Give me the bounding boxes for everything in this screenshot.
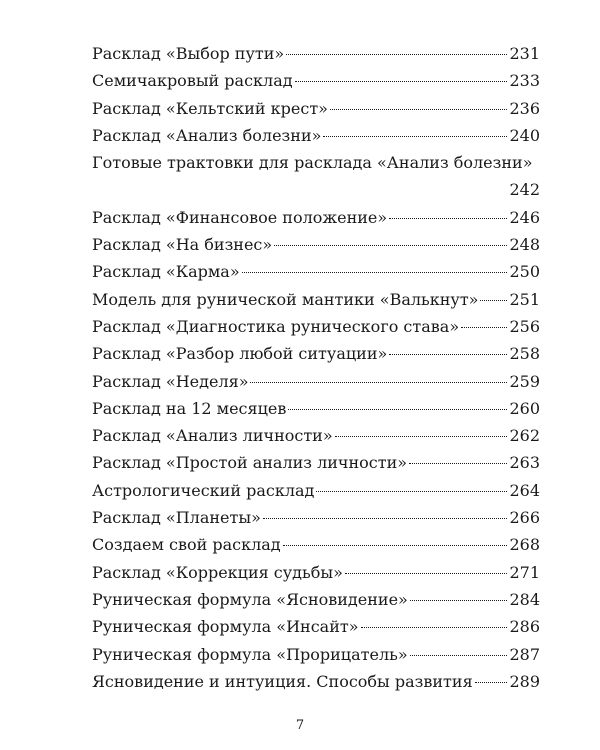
toc-entry-page: 258 [509, 344, 540, 364]
toc-dot-leader [330, 109, 507, 110]
toc-dot-leader [286, 54, 507, 55]
toc-entry-title: Расклад «Планеты» [92, 508, 261, 528]
toc-entry-page: 233 [509, 71, 540, 91]
toc-entry-20 [92, 613, 540, 640]
toc-entry-title: Расклад «Простой анализ личности» [92, 453, 408, 473]
toc-entry-title: Модель для рунической мантики «Валькнут» [92, 289, 479, 309]
toc-dot-leader [361, 627, 508, 628]
toc-entry-title: Расклад на 12 месяцев [92, 398, 287, 418]
toc-entry-7 [92, 258, 540, 285]
toc-dot-leader [461, 327, 507, 328]
toc-entry-0 [92, 40, 540, 67]
page-number: 7 [295, 718, 305, 733]
toc-entry-page: 250 [509, 262, 540, 282]
toc-entry-page: 286 [509, 617, 540, 637]
toc-entry-page: 236 [509, 98, 540, 118]
toc-entry-title: Расклад «Финансовое положение» [92, 207, 388, 227]
toc-entry-12 [92, 395, 540, 422]
toc-dot-leader [475, 682, 508, 683]
toc-dot-leader [410, 600, 508, 601]
toc-entry-21 [92, 641, 540, 668]
toc-dot-leader [295, 81, 508, 82]
toc-entry-6 [92, 231, 540, 258]
toc-entry-title: Руническая формула «Ясновидение» [92, 589, 408, 609]
toc-entry-page: 246 [509, 207, 540, 227]
toc-entry-title: Семичакровый расклад [92, 71, 293, 91]
toc-dot-leader [389, 218, 507, 219]
toc-entry-title: Расклад «Диагностика рунического става» [92, 316, 460, 336]
toc-entry-title: Расклад «Неделя» [92, 371, 249, 391]
toc-entry-page: 271 [509, 562, 540, 582]
toc-entry-title: Готовые трактовки для расклада «Анализ болезни» [92, 153, 533, 173]
toc-entry-title: Расклад «На бизнес» [92, 235, 273, 255]
toc-entry-title: Астрологический расклад [92, 480, 315, 500]
toc-dot-leader [283, 545, 508, 546]
toc-dot-leader [263, 518, 508, 519]
toc-dot-leader [250, 382, 507, 383]
toc-entry-page: 240 [509, 125, 540, 145]
toc-entry-11 [92, 368, 540, 395]
toc-entry-22 [92, 668, 540, 695]
toc-entry-title: Расклад «Коррекция судьбы» [92, 562, 343, 582]
toc-entry-page: 268 [509, 535, 540, 555]
toc-entry-10 [92, 340, 540, 367]
toc-entry-19 [92, 586, 540, 613]
toc-entry-title: Расклад «Кельтский крест» [92, 98, 328, 118]
toc-entry-8 [92, 286, 540, 313]
toc-dot-leader [345, 573, 508, 574]
toc-entry-page: 289 [509, 671, 540, 691]
toc-entry-page: 263 [509, 453, 540, 473]
toc-dot-leader [274, 245, 507, 246]
toc-entry-page: 264 [509, 480, 540, 500]
toc-entry-title: Расклад «Анализ личности» [92, 426, 333, 446]
toc-entry-13 [92, 422, 540, 449]
toc-entry-title: Руническая формула «Инсайт» [92, 617, 359, 637]
toc-entry-page: 284 [509, 589, 540, 609]
toc-entry-18 [92, 559, 540, 586]
toc-entry-page: 231 [509, 44, 540, 63]
toc-entry-page: 242 [509, 180, 540, 200]
toc-entry-title: Расклад «Выбор пути» [92, 44, 285, 63]
toc-entry-title: Расклад «Разбор любой ситуации» [92, 344, 388, 364]
toc-dot-leader [335, 436, 508, 437]
toc-dot-leader [323, 136, 507, 137]
toc-entry-2 [92, 95, 540, 122]
toc-entry-page: 251 [509, 289, 540, 309]
toc-entry-17 [92, 531, 540, 558]
toc-entry-9 [92, 313, 540, 340]
toc-entry-title: Расклад «Карма» [92, 262, 240, 282]
toc-entry-3 [92, 122, 540, 149]
toc-entry-1 [92, 67, 540, 94]
toc-entry-title: Расклад «Анализ болезни» [92, 125, 322, 145]
toc-dot-leader [242, 272, 508, 273]
toc-entry-4 [92, 149, 540, 204]
toc-entry-page: 260 [509, 398, 540, 418]
toc-entry-page: 256 [509, 316, 540, 336]
toc-entry-5 [92, 204, 540, 231]
toc-dot-leader [389, 354, 507, 355]
toc-entry-title: Руническая формула «Прорицатель» [92, 644, 408, 664]
toc-dot-leader [480, 300, 507, 301]
toc-dot-leader [410, 655, 508, 656]
toc-entry-page: 266 [509, 508, 540, 528]
toc-entry-page: 262 [509, 426, 540, 446]
toc-dot-leader [288, 409, 507, 410]
toc-entry-14 [92, 449, 540, 476]
toc-entry-page: 287 [509, 644, 540, 664]
toc-dot-leader [316, 491, 507, 492]
table-of-contents [92, 40, 540, 695]
toc-entry-title: Создаем свой расклад [92, 535, 281, 555]
toc-entry-page: 259 [509, 371, 540, 391]
toc-entry-page: 248 [509, 235, 540, 255]
toc-dot-leader [409, 463, 507, 464]
toc-entry-title: Ясновидение и интуиция. Способы развития [92, 671, 473, 691]
toc-entry-15 [92, 477, 540, 504]
toc-entry-16 [92, 504, 540, 531]
